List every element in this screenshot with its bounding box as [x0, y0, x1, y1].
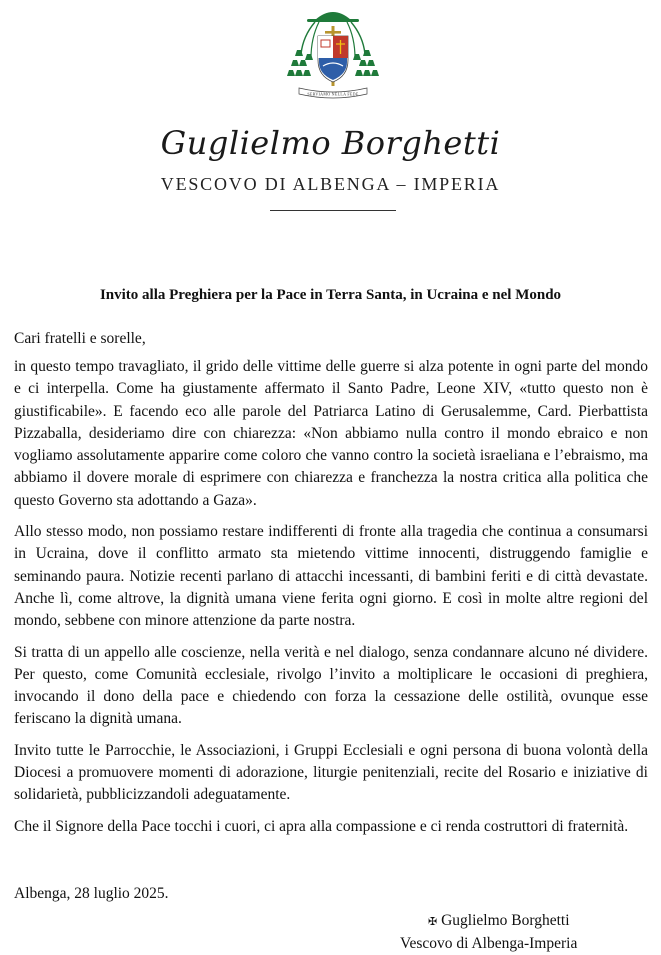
document-title: Invito alla Preghiera per la Pace in Terra Santa, in Ucraina e nel Mondo: [99, 287, 562, 303]
author-signature: Guglielmo Borghetti: [160, 124, 501, 162]
signature-name-line: [400, 910, 630, 933]
salutation: Cari fratelli e sorelle,: [14, 330, 146, 347]
signature-block: [400, 910, 630, 955]
crest-motto: SERVIAMO NELLA FEDE: [307, 91, 359, 97]
letter-date: Albenga, 28 luglio 2025.: [14, 885, 169, 902]
paragraph: Che il Signore della Pace tocchi i cuori, ci apra alla compassione e ci renda costruttori di fraternità.: [14, 817, 629, 835]
paragraph: Allo stesso modo, non possiamo restare indifferenti di fronte alla tragedia che continua a consumarsi in Ucraina, dove il conflitto armato sta mietendo vittime innocenti, distruggendo famiglie e seminando paura. Notizie recenti parlano di attacchi incessanti, di bambini feriti e di città devastate. Anche lì, come altrove, la dignità umana viene ferita ogni giorno. E così in molte altre regioni del mondo, sebbene con minore attenzione da parte nostra.: [14, 523, 648, 630]
signature-name: Guglielmo Borghetti: [441, 912, 570, 929]
cross-icon: ✠: [428, 915, 438, 928]
header-divider: [270, 210, 396, 211]
signature-role: Vescovo di Albenga-Imperia: [400, 935, 578, 952]
office-line: VESCOVO DI ALBENGA – IMPERIA: [160, 174, 501, 194]
episcopal-coat-of-arms-icon: [285, 2, 381, 102]
paragraph: Si tratta di un appello alle coscienze, nella verità e nel dialogo, senza condannare alcuno né dividere. Per questo, come Comunità ecclesiale, rivolgo l’invito a moltiplicare le occasioni di preghiera, invocando il dono della pace e chiedendo con forza la cessazione delle ostilità, ovunque esse feriscano la dignità umana.: [14, 643, 648, 728]
paragraph: in questo tempo travagliato, il grido delle vittime delle guerre si alza potente in ogni parte del mondo e ci interpella. Come ha giustamente affermato il Santo Padre, Leone XIV, «tutto questo non è giustificabile». E facendo eco alle parole del Patriarca Latino di Gerusalemme, Card. Pierbattista Pizzaballa, desideriamo dire con chiarezza: «Non abbiamo nulla contro il mondo ebraico e non vogliamo assolutamente apparire come coloro che vanno contro la società israeliana e l’ebraismo, ma abbiamo il dovere morale di esprimere con chiarezza e franchezza la nostra critica alla politica che questo Governo sta adottando a Gaza».: [14, 358, 648, 509]
paragraph: Invito tutte le Parrocchie, le Associazioni, i Gruppi Ecclesiali e ogni persona di buona volontà della Diocesi a promuovere momenti di adorazione, liturgie penitenziali, recite del Rosario e iniziative di solidarietà, pubblicizzandoli adeguatamente.: [14, 741, 648, 804]
letter-body: [14, 356, 648, 847]
